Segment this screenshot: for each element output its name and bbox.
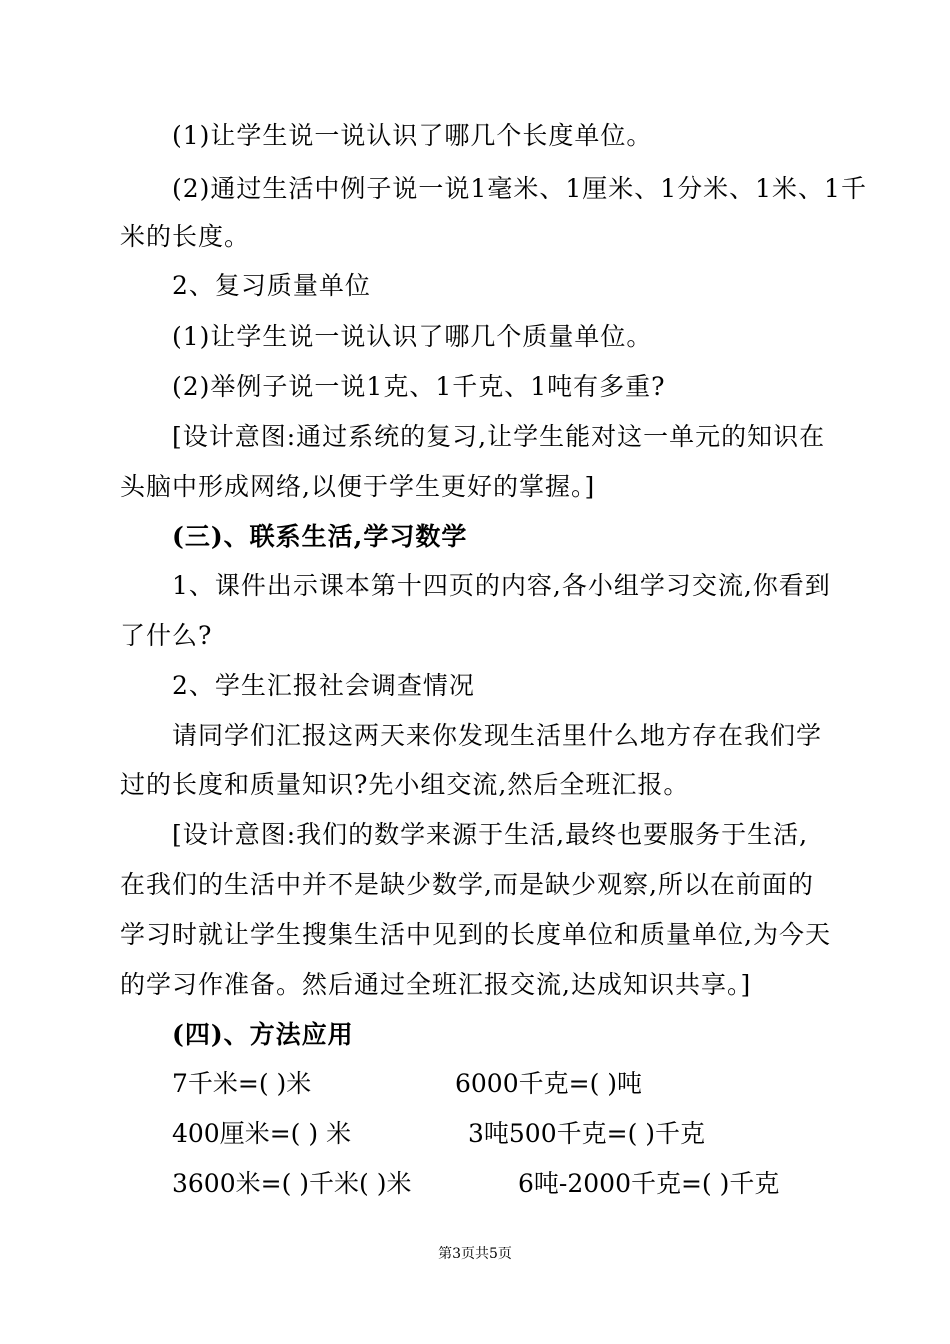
design-intent-line: [设计意图:我们的数学来源于生活,最终也要服务于生活, <box>172 820 809 849</box>
exercise-item: 6000千克=( )吨 <box>455 1069 643 1098</box>
section-heading: 2、复习质量单位 <box>172 271 371 300</box>
exercise-item: 6吨-2000千克=( )千克 <box>518 1169 780 1198</box>
paragraph-line: 米的长度。 <box>120 222 251 251</box>
section-title: (四)、方法应用 <box>172 1020 354 1049</box>
paragraph-line: (2)通过生活中例子说一说1毫米、1厘米、1分米、1米、1千 <box>172 174 867 203</box>
design-intent-line: 学习时就让学生搜集生活中见到的长度单位和质量单位,为今天 <box>120 920 831 949</box>
paragraph-line: 过的长度和质量知识?先小组交流,然后全班汇报。 <box>120 770 690 799</box>
design-intent-line: [设计意图:通过系统的复习,让学生能对这一单元的知识在 <box>172 422 826 451</box>
section-heading: 2、学生汇报社会调查情况 <box>172 671 475 700</box>
paragraph-line: (2)举例子说一说1克、1千克、1吨有多重? <box>172 372 666 401</box>
page-number-footer: 第3页共5页 <box>438 1246 512 1262</box>
design-intent-line: 在我们的生活中并不是缺少数学,而是缺少观察,所以在前面的 <box>120 870 814 899</box>
design-intent-line: 的学习作准备。然后通过全班汇报交流,达成知识共享。] <box>120 970 752 999</box>
design-intent-line: 头脑中形成网络,以便于学生更好的掌握。] <box>120 472 596 501</box>
exercise-item: 400厘米=( ) 米 <box>172 1119 352 1148</box>
section-title: (三)、联系生活,学习数学 <box>172 522 468 551</box>
paragraph-line: 请同学们汇报这两天来你发现生活里什么地方存在我们学 <box>172 721 823 750</box>
paragraph-line: (1)让学生说一说认识了哪几个长度单位。 <box>172 121 653 150</box>
paragraph-line: (1)让学生说一说认识了哪几个质量单位。 <box>172 322 653 351</box>
exercise-item: 3600米=( )千米( )米 <box>172 1169 412 1198</box>
paragraph-line: 1、课件出示课本第十四页的内容,各小组学习交流,你看到 <box>172 571 831 600</box>
paragraph-line: 了什么? <box>120 621 213 650</box>
exercise-item: 7千米=( )米 <box>172 1069 312 1098</box>
exercise-item: 3吨500千克=( )千克 <box>468 1119 706 1148</box>
